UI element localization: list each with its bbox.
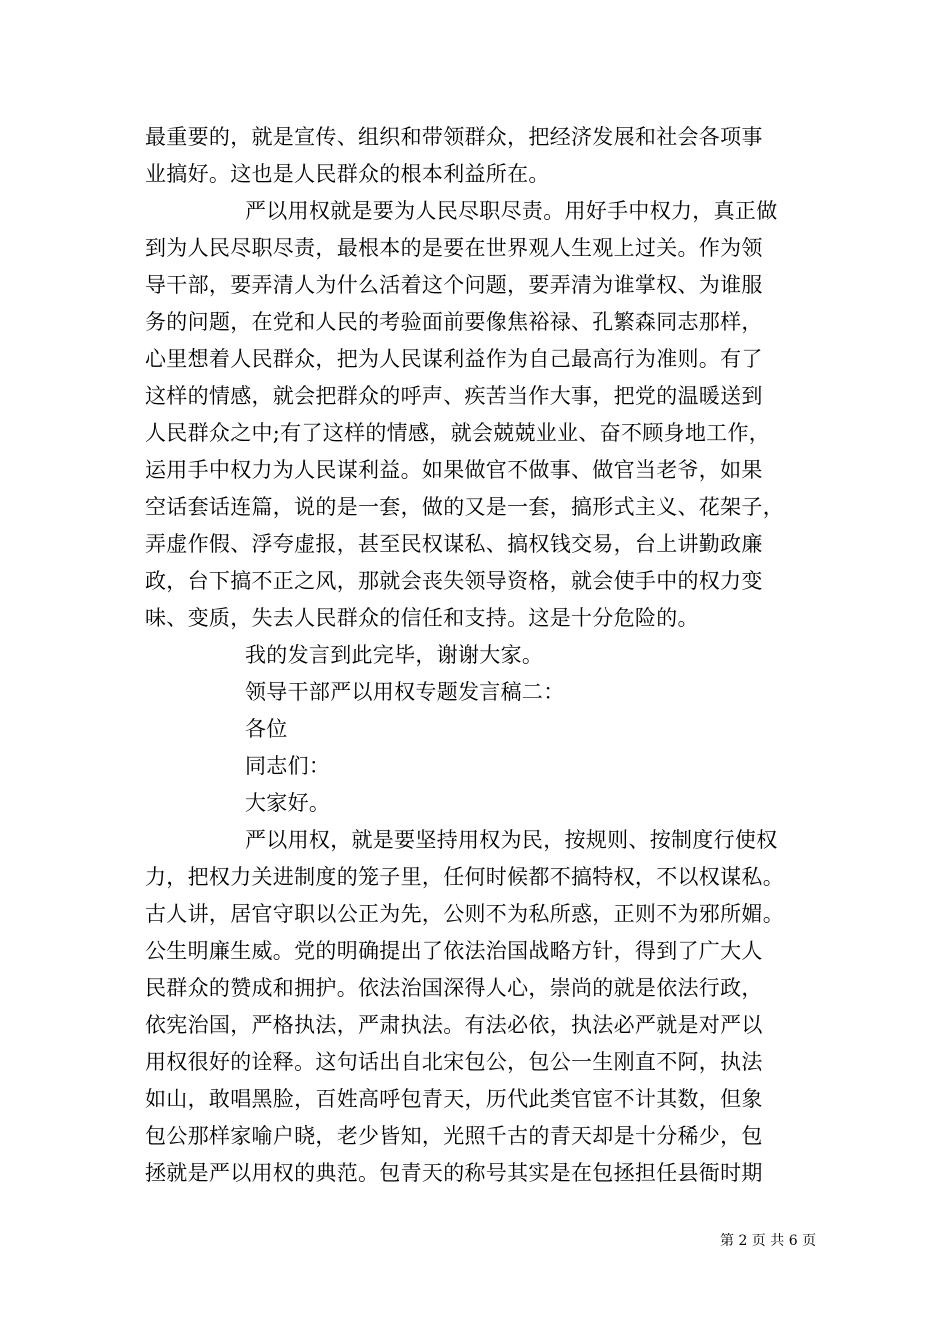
page-number-footer: 第 2 页 共 6 页	[720, 1233, 817, 1249]
greeting-line: 各位	[245, 717, 288, 741]
text-line: 最重要的，就是宣传、组织和带领群众，把经济发展和社会各项事	[145, 125, 763, 149]
text-line: 依宪治国，严格执法，严肃执法。有法必依，执法必严就是对严以	[145, 1013, 763, 1037]
text-line: 包公那样家喻户晓，老少皆知，光照千古的青天却是十分稀少，包	[145, 1124, 763, 1148]
text-line: 用权很好的诠释。这句话出自北宋包公，包公一生刚直不阿，执法	[145, 1050, 763, 1074]
paragraph-start-line: 严以用权就是要为人民尽职尽责。用好手中权力，真正做	[245, 199, 778, 223]
text-line: 空话套话连篇，说的是一套，做的又是一套，搞形式主义、花架子，	[145, 495, 784, 519]
text-line: 导干部，要弄清人为什么活着这个问题，要弄清为谁掌权、为谁服	[145, 273, 763, 297]
text-line: 拯就是严以用权的典范。包青天的称号其实是在包拯担任县衙时期	[145, 1161, 763, 1185]
text-line: 这样的情感，就会把群众的呼声、疾苦当作大事，把党的温暖送到	[145, 384, 763, 408]
text-line: 古人讲，居官守职以公正为先，公则不为私所惑，正则不为邪所媚。	[145, 902, 784, 926]
text-line: 如山，敢唱黑脸，百姓高呼包青天，历代此类官宦不计其数，但象	[145, 1087, 763, 1111]
text-line: 运用手中权力为人民谋利益。如果做官不做事、做官当老爷，如果	[145, 458, 763, 482]
paragraph-start-line: 严以用权，就是要坚持用权为民，按规则、按制度行使权	[245, 828, 778, 852]
section-heading: 领导干部严以用权专题发言稿二：	[245, 680, 565, 704]
greeting-line: 大家好。	[245, 791, 331, 815]
text-line: 到为人民尽职尽责，最根本的是要在世界观人生观上过关。作为领	[145, 236, 763, 260]
text-line: 业搞好。这也是人民群众的根本利益所在。	[145, 162, 550, 186]
text-line: 民群众的赞成和拥护。依法治国深得人心，崇尚的就是依法行政，	[145, 976, 763, 1000]
text-line: 政，台下搞不正之风，那就会丧失领导资格，就会使手中的权力变	[145, 569, 763, 593]
text-line: 味、变质，失去人民群众的信任和支持。这是十分危险的。	[145, 606, 699, 630]
greeting-line: 同志们：	[245, 754, 331, 778]
text-line: 力，把权力关进制度的笼子里，任何时候都不搞特权，不以权谋私。	[145, 865, 784, 889]
text-line: 心里想着人民群众，把为人民谋利益作为自己最高行为准则。有了	[145, 347, 763, 371]
text-line: 公生明廉生威。党的明确提出了依法治国战略方针，得到了广大人	[145, 939, 763, 963]
text-line: 务的问题，在党和人民的考验面前要像焦裕禄、孔繁森同志那样，	[145, 310, 763, 334]
text-line: 人民群众之中;有了这样的情感，就会兢兢业业、奋不顾身地工作，	[145, 421, 771, 445]
text-line: 弄虚作假、浮夸虚报，甚至民权谋私、搞权钱交易，台上讲勤政廉	[145, 532, 763, 556]
closing-line: 我的发言到此完毕，谢谢大家。	[245, 643, 544, 667]
